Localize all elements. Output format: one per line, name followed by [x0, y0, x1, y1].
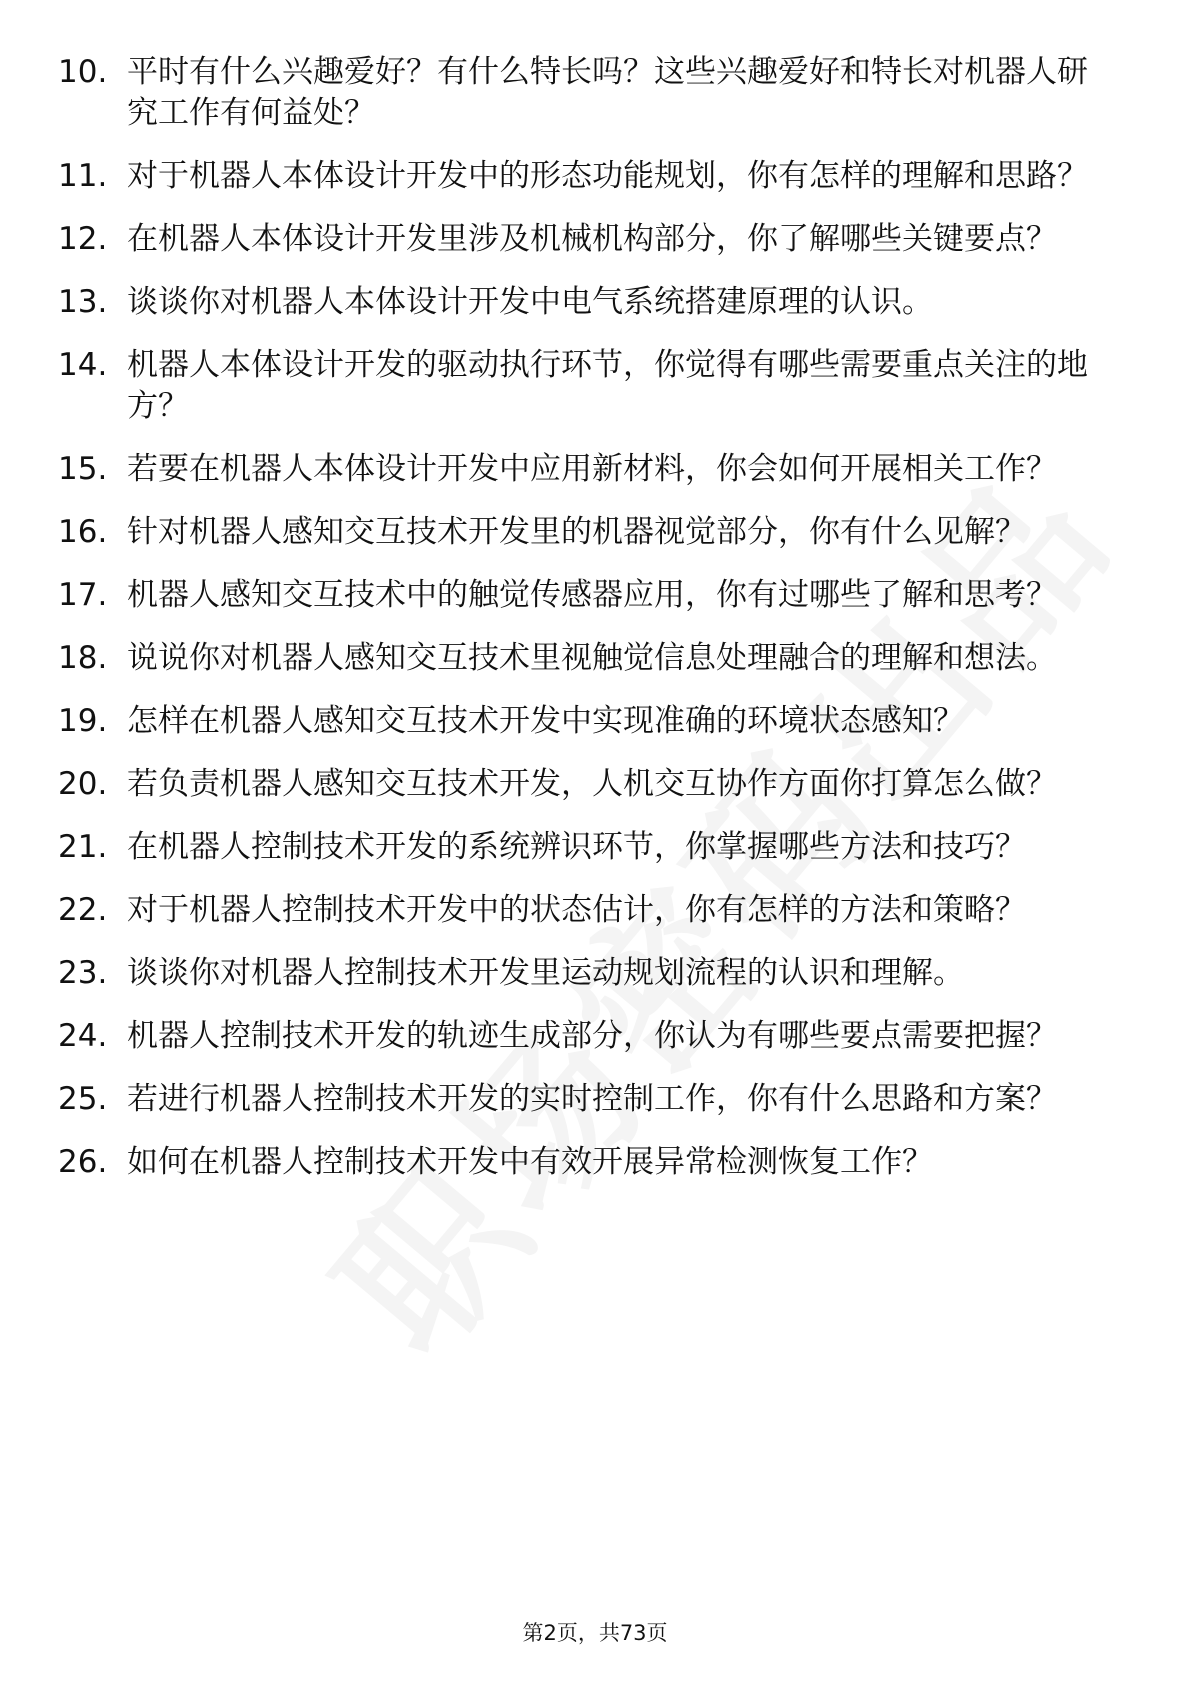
page-number: 第2页，共73页: [522, 1621, 668, 1645]
question-item: [0, 52, 1190, 134]
question-item: [0, 575, 1190, 616]
question-number: 11.: [58, 158, 108, 194]
question-item: [0, 890, 1190, 931]
question-item: [0, 764, 1190, 805]
page-footer: [0, 1617, 1190, 1647]
question-number: 23.: [58, 955, 108, 991]
question-number: 21.: [58, 829, 108, 865]
question-item: [0, 827, 1190, 868]
question-number: 22.: [58, 892, 108, 928]
question-item: [0, 953, 1190, 994]
question-text: 如何在机器人控制技术开发中有效开展异常检测恢复工作？: [127, 1144, 933, 1180]
question-item: [0, 701, 1190, 742]
question-number: 14.: [58, 347, 108, 383]
question-number: 20.: [58, 766, 108, 802]
question-number: 24.: [58, 1018, 108, 1054]
question-number: 12.: [58, 221, 108, 257]
question-list: [0, 52, 1190, 1205]
question-text: 若要在机器人本体设计开发中应用新材料，你会如何开展相关工作？: [127, 451, 1057, 487]
question-text: 对于机器人控制技术开发中的状态估计，你有怎样的方法和策略？: [127, 892, 1026, 928]
question-number: 13.: [58, 284, 108, 320]
question-number: 10.: [58, 54, 108, 90]
question-number: 19.: [58, 703, 108, 739]
question-text: 在机器人控制技术开发的系统辨识环节，你掌握哪些方法和技巧？: [127, 829, 1026, 865]
question-number: 17.: [58, 577, 108, 613]
question-item: [0, 345, 1190, 427]
question-item: [0, 219, 1190, 260]
question-number: 15.: [58, 451, 108, 487]
question-text: 怎样在机器人感知交互技术开发中实现准确的环境状态感知？: [127, 703, 964, 739]
question-number: 25.: [58, 1081, 108, 1117]
question-text: 说说你对机器人感知交互技术里视触觉信息处理融合的理解和想法。: [127, 640, 1057, 676]
question-text: 平时有什么兴趣爱好？有什么特长吗？这些兴趣爱好和特长对机器人研究工作有何益处？: [127, 54, 1088, 131]
question-text: 在机器人本体设计开发里涉及机械机构部分，你了解哪些关键要点？: [127, 221, 1057, 257]
question-text: 谈谈你对机器人控制技术开发里运动规划流程的认识和理解。: [127, 955, 964, 991]
question-item: [0, 449, 1190, 490]
question-text: 若负责机器人感知交互技术开发，人机交互协作方面你打算怎么做？: [127, 766, 1057, 802]
question-number: 16.: [58, 514, 108, 550]
question-text: 对于机器人本体设计开发中的形态功能规划，你有怎样的理解和思路？: [127, 158, 1088, 194]
question-item: [0, 1142, 1190, 1183]
question-item: [0, 282, 1190, 323]
question-item: [0, 512, 1190, 553]
question-text: 针对机器人感知交互技术开发里的机器视觉部分，你有什么见解？: [127, 514, 1026, 550]
question-item: [0, 1079, 1190, 1120]
question-number: 26.: [58, 1144, 108, 1180]
question-number: 18.: [58, 640, 108, 676]
question-text: 若进行机器人控制技术开发的实时控制工作，你有什么思路和方案？: [127, 1081, 1057, 1117]
question-item: [0, 156, 1190, 197]
question-text: 谈谈你对机器人本体设计开发中电气系统搭建原理的认识。: [127, 284, 933, 320]
question-text: 机器人控制技术开发的轨迹生成部分，你认为有哪些要点需要把握？: [127, 1018, 1057, 1054]
question-item: [0, 1016, 1190, 1057]
question-item: [0, 638, 1190, 679]
question-text: 机器人本体设计开发的驱动执行环节，你觉得有哪些需要重点关注的地方？: [127, 347, 1088, 424]
question-text: 机器人感知交互技术中的触觉传感器应用，你有过哪些了解和思考？: [127, 577, 1057, 613]
